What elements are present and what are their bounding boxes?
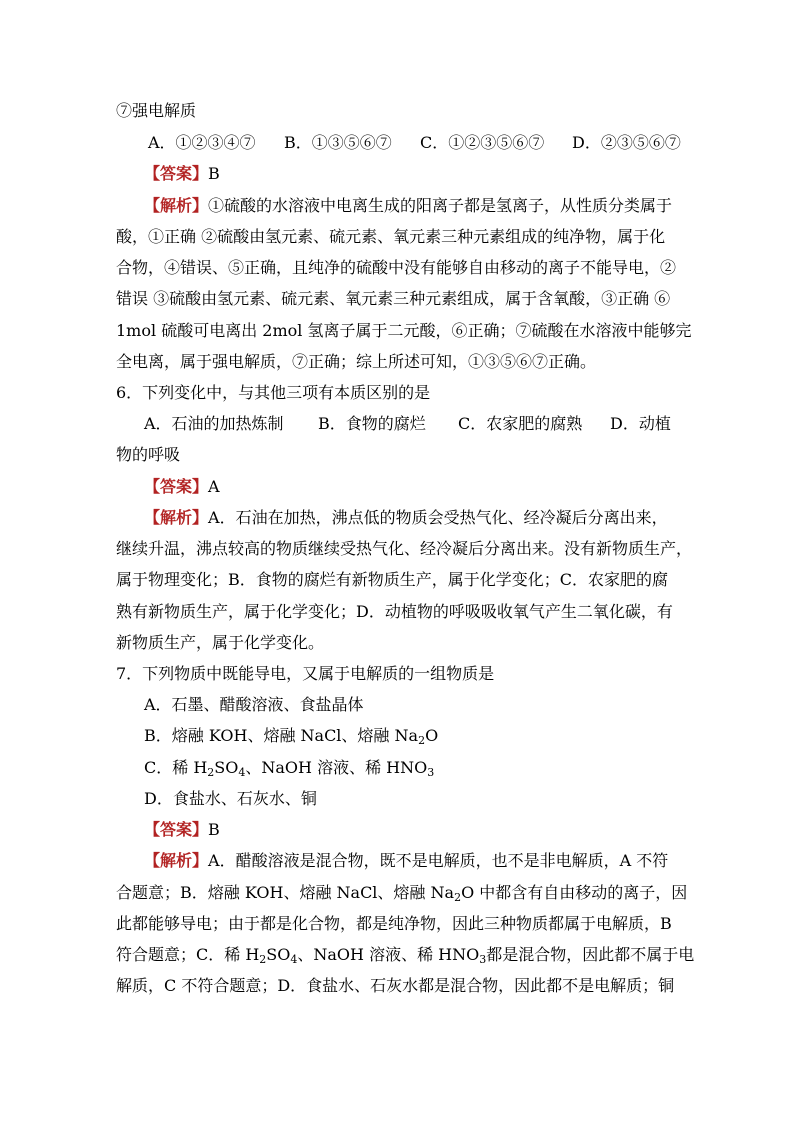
option-a: A．石油的加热炼制	[144, 414, 284, 433]
question-7-stem: 7．下列物质中既能导电，又属于电解质的一组物质是	[116, 664, 495, 683]
text-line: 全电离，属于强电解质，⑦正确；综上所述可知，①③⑤⑥⑦正确。	[116, 352, 597, 371]
text-line: 错误 ③硫酸由氢元素、硫元素、氧元素三种元素组成，属于含氧酸，③正确 ⑥	[116, 289, 671, 308]
text-line: 解质，C 不符合题意；D．食盐水、石灰水都是混合物，因此都不是电解质；铜	[116, 976, 675, 995]
option-d: D．②③⑤⑥⑦	[572, 133, 681, 152]
text-line: 符合题意；C．稀 $H_2SO_4$、NaOH 溶液、稀 $HNO_3$都是混合物，因此都不属于电	[116, 945, 695, 966]
option-d: D．动植	[610, 414, 671, 433]
analysis-line: 【解析】A．石油在加热，沸点低的物质会受热气化、经冷凝后分离出来，	[144, 508, 668, 527]
text-line: 合题意；B．熔融 KOH、熔融 NaCl、熔融 $Na_2O$ 中都含有自由移动的离子，因	[116, 883, 688, 904]
answer-tag: 【答案】	[144, 477, 209, 496]
question-5-options	[148, 128, 794, 158]
analysis-tag: 【解析】	[144, 508, 209, 527]
text-line: 合物，④错误、⑤正确，且纯净的硫酸中没有能够自由移动的离子不能导电，②	[116, 258, 677, 277]
answer-tag: 【答案】	[144, 164, 209, 183]
option-d: D．食盐水、石灰水、铜	[144, 789, 317, 808]
option-c: C．农家肥的腐熟	[458, 414, 583, 433]
answer-line	[144, 472, 794, 502]
text-line: ⑦强电解质	[116, 101, 197, 120]
text-line: 此都能够导电；由于都是化合物，都是纯净物，因此三种物质都属于电解质，B	[116, 914, 672, 933]
text-line: 新物质生产，属于化学变化。	[116, 633, 325, 652]
text-line: 熟有新物质生产，属于化学变化；D．动植物的呼吸吸收氧气产生二氧化碳，有	[116, 602, 673, 621]
analysis-tag: 【解析】	[144, 851, 209, 870]
answer-line	[144, 159, 794, 189]
analysis-line: 【解析】A．醋酸溶液是混合物，既不是电解质，也不是非电解质，A 不符	[144, 851, 669, 870]
option-c: C．稀 $H_2SO_4$、NaOH 溶液、稀 $HNO_3$	[144, 758, 435, 779]
question-6-stem: 6．下列变化中，与其他三项有本质区别的是	[116, 383, 431, 402]
text-line: 继续升温，沸点较高的物质继续受热气化、经冷凝后分离出来。没有新物质生产，	[116, 539, 693, 558]
answer-value: B	[208, 164, 220, 183]
option-a: A．石墨、醋酸溶液、食盐晶体	[144, 695, 364, 714]
option-b: B．①③⑤⑥⑦	[284, 133, 392, 152]
text-line: 酸，①正确 ②硫酸由氢元素、硫元素、氧元素三种元素组成的纯净物，属于化	[116, 227, 666, 246]
answer-value: B	[208, 820, 220, 839]
text-line: 1mol 硫酸可电离出 2mol 氢离子属于二元酸，⑥正确；⑦硫酸在水溶液中能够完	[116, 321, 692, 340]
option-c: C．①②③⑤⑥⑦	[420, 133, 545, 152]
analysis-line: 【解析】①硫酸的水溶液中电离生成的阳离子都是氢离子，从性质分类属于	[144, 196, 673, 215]
option-b: B．食物的腐烂	[318, 414, 426, 433]
option-a: A．①②③④⑦	[148, 133, 256, 152]
answer-tag: 【答案】	[144, 820, 209, 839]
analysis-tag: 【解析】	[144, 196, 209, 215]
answer-line	[144, 815, 794, 845]
text-line: 属于物理变化；B．食物的腐烂有新物质生产，属于化学变化；C．农家肥的腐	[116, 570, 669, 589]
question-6-options	[144, 409, 794, 439]
answer-value: A	[208, 477, 220, 496]
option-b: B．熔融 KOH、熔融 NaCl、熔融 $Na_2O$	[144, 726, 439, 747]
text-line: 物的呼吸	[116, 445, 181, 464]
